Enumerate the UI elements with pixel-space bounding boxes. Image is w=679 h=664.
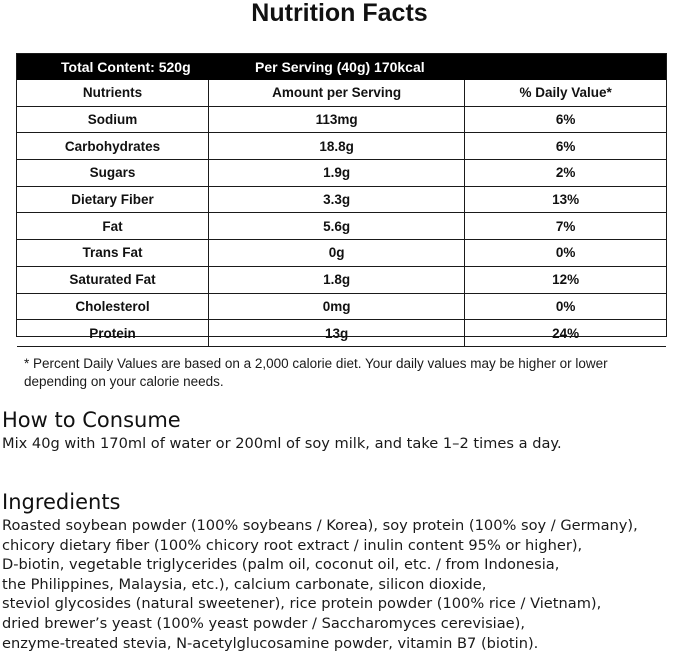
nutrient-name: Protein [17, 320, 208, 347]
nutrient-name: Carbohydrates [17, 133, 208, 160]
table-row [17, 106, 666, 133]
nutrition-facts-title: Nutrition Facts [251, 0, 428, 27]
column-header-amount: Amount per Serving [208, 80, 464, 106]
nutrient-daily-value: 12% [465, 266, 666, 293]
nutrient-daily-value: 6% [465, 133, 666, 160]
ingredients-line: chicory dietary fiber (100% chicory root extract / inulin content 95% or higher), [2, 536, 583, 554]
nutrition-table [17, 80, 666, 347]
table-row [17, 266, 666, 293]
nutrient-daily-value: 0% [465, 240, 666, 267]
total-content-label: Total Content: 520g [61, 59, 191, 75]
nutrient-amount: 1.8g [208, 266, 464, 293]
table-row [17, 240, 666, 267]
serving-info-bar [17, 54, 666, 80]
nutrient-daily-value: 0% [465, 293, 666, 320]
ingredients-line: steviol glycosides (natural sweetener), rice protein powder (100% rice / Vietnam), [2, 595, 602, 613]
nutrient-amount: 18.8g [208, 133, 464, 160]
table-row [17, 160, 666, 187]
nutrient-name: Trans Fat [17, 240, 208, 267]
nutrient-name: Dietary Fiber [17, 186, 208, 213]
nutrient-amount: 13g [208, 320, 464, 347]
nutrient-name: Saturated Fat [17, 266, 208, 293]
nutrient-amount: 3.3g [208, 186, 464, 213]
table-row [17, 293, 666, 320]
ingredients-line: the Philippines, Malaysia, etc.), calcium carbonate, silicon dioxide, [2, 575, 487, 593]
nutrient-daily-value: 2% [465, 160, 666, 187]
nutrient-daily-value: 13% [465, 186, 666, 213]
ingredients-line: dried brewer’s yeast (100% yeast powder / Saccharomyces cerevisiae), [2, 614, 525, 632]
nutrient-amount: 1.9g [208, 160, 464, 187]
how-to-consume-heading: How to Consume [2, 408, 181, 432]
nutrient-daily-value: 24% [465, 320, 666, 347]
nutrient-amount: 5.6g [208, 213, 464, 240]
per-serving-label: Per Serving (40g) 170kcal [255, 59, 425, 75]
table-row [17, 133, 666, 160]
ingredients-line: Roasted soybean powder (100% soybeans / Korea), soy protein (100% soy / Germany), [2, 517, 638, 534]
nutrition-facts-panel [16, 53, 667, 341]
nutrient-amount: 0mg [208, 293, 464, 320]
nutrient-daily-value: 6% [465, 106, 666, 133]
daily-value-footnote: * Percent Daily Values are based on a 2,000 calorie diet. Your daily values may be higher or lower depending on your calorie needs. [24, 356, 608, 389]
table-row [17, 320, 666, 347]
table-header-row [17, 80, 666, 106]
nutrient-name: Sugars [17, 160, 208, 187]
nutrient-amount: 113mg [208, 106, 464, 133]
nutrient-name: Fat [17, 213, 208, 240]
nutrient-amount: 0g [208, 240, 464, 267]
nutrient-name: Cholesterol [17, 293, 208, 320]
nutrient-daily-value: 7% [465, 213, 666, 240]
column-header-nutrients: Nutrients [17, 80, 208, 106]
ingredients-heading: Ingredients [2, 490, 121, 514]
table-row [17, 186, 666, 213]
column-header-daily-value: % Daily Value* [465, 80, 666, 106]
how-to-consume-text: Mix 40g with 170ml of water or 200ml of soy milk, and take 1–2 times a day. [2, 435, 562, 452]
nutrient-name: Sodium [17, 106, 208, 133]
ingredients-line: enzyme-treated stevia, N-acetylglucosamine powder, vitamin B7 (biotin). [2, 634, 539, 652]
ingredients-text [2, 516, 638, 653]
table-row [17, 213, 666, 240]
ingredients-line: D-biotin, vegetable triglycerides (palm oil, coconut oil, etc. / from Indonesia, [2, 556, 560, 574]
